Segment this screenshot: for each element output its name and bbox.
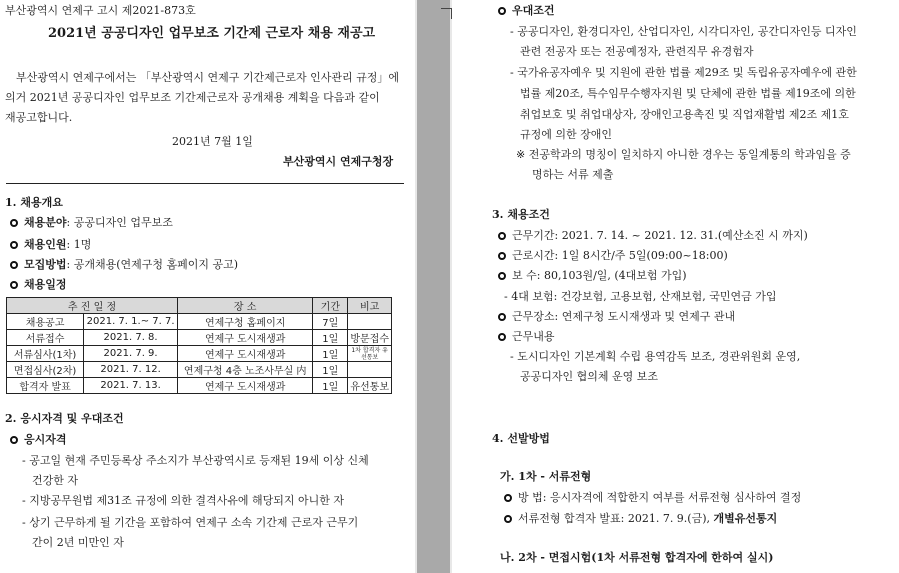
insurance: - 4대 보험: 건강보험, 고용보험, 산재보험, 국민연금 가입 <box>504 290 777 303</box>
preference-1b: 관련 전공자 또는 전공예정자, 관련직무 유경험자 <box>520 45 754 58</box>
intro-line-1: 부산광역시 연제구에서는 「부산광역시 연제구 기간제근로자 인사관리 규정」에 <box>16 71 400 84</box>
method-value: : 공개채용(연제구청 홈페이지 공고) <box>66 258 239 271</box>
corner-mark-icon <box>441 8 452 19</box>
preference-1a: - 공공디자인, 환경디자인, 산업디자인, 시각디자인, 공간디자인등 디자인 <box>510 25 857 38</box>
intro-line-2: 의거 2021년 공공디자인 업무보조 기간제근로자 공개채용 계획을 다음과 같이 <box>5 91 380 104</box>
subsection-na: 나. 2차 - 면접시험(1차 서류전형 합격자에 한하여 실시) <box>500 551 774 564</box>
work-hours: 근로시간: 1일 8시간/주 5일(09:00~18:00) <box>512 249 728 262</box>
field-value: : 공공디자인 업무보조 <box>66 216 173 229</box>
duty-1: - 도시디자인 기본계획 수립 용역감독 보조, 경관위원회 운영, <box>510 350 801 363</box>
cell-period: 1일 <box>313 346 348 362</box>
section-1-heading: 1. 채용개요 <box>5 196 63 209</box>
cell-stage: 채용공고 <box>7 314 84 330</box>
qualification-row <box>10 431 67 447</box>
ga-announce-row <box>504 510 777 526</box>
circle-bullet-icon <box>498 7 506 15</box>
ga-announce-bold: 개별유선통지 <box>713 512 778 525</box>
page-gutter <box>415 0 452 573</box>
qualification-2: - 지방공무원법 제31조 규정에 의한 결격사유에 해당되지 아니한 자 <box>22 494 344 507</box>
cell-note <box>348 314 392 330</box>
issuer: 부산광역시 연제구청장 <box>283 155 394 168</box>
circle-bullet-icon <box>10 261 18 269</box>
circle-bullet-icon <box>498 252 506 260</box>
page-edge-left <box>415 0 417 573</box>
duty-2: 공공디자인 협의체 운영 보조 <box>520 370 659 383</box>
cell-period: 1일 <box>313 330 348 346</box>
method-label: 모집방법 <box>24 258 67 271</box>
table-row <box>7 346 392 362</box>
duty-label: 근무내용 <box>512 330 555 343</box>
preference-2d: 규정에 의한 장애인 <box>520 128 613 141</box>
count-row <box>10 236 91 252</box>
circle-bullet-icon <box>498 272 506 280</box>
section-4-heading: 4. 선발방법 <box>492 432 550 445</box>
cell-place: 연제구 도시재생과 <box>178 346 313 362</box>
cell-note: 유선통보 <box>348 378 392 394</box>
cell-stage: 면접심사(2차) <box>7 362 84 378</box>
cell-period: 1일 <box>313 378 348 394</box>
preference-2b: 법률 제20조, 특수임무수행자지원 및 단체에 관한 법률 제19조에 의한 <box>520 87 856 100</box>
hours-row <box>498 247 728 263</box>
cell-note <box>348 362 392 378</box>
notice-date: 2021년 7월 1일 <box>172 135 253 148</box>
period-row <box>498 227 808 243</box>
table-row <box>7 330 392 346</box>
header-period: 기간 <box>313 298 348 314</box>
table-row <box>7 362 392 378</box>
cell-date: 2021. 7. 13. <box>84 378 178 394</box>
qualification-1b: 건강한 자 <box>32 474 79 487</box>
document-title: 2021년 공공디자인 업무보조 기간제 근로자 채용 재공고 <box>48 26 376 41</box>
ga-method: 방 법: 응시자격에 적합한지 여부를 서류전형 심사하여 결정 <box>518 491 802 504</box>
work-period: 근무기간: 2021. 7. 14. ~ 2021. 12. 31.(예산소진 시 까지) <box>512 229 808 242</box>
circle-bullet-icon <box>498 232 506 240</box>
qualification-3b: 간이 2년 미만인 자 <box>32 536 124 549</box>
circle-bullet-icon <box>10 281 18 289</box>
cell-date: 2021. 7. 8. <box>84 330 178 346</box>
table-row <box>7 378 392 394</box>
circle-bullet-icon <box>10 241 18 249</box>
section-3-heading: 3. 채용조건 <box>492 208 550 221</box>
subsection-ga: 가. 1차 - 서류전형 <box>500 470 592 483</box>
cell-place: 연제구청 홈페이지 <box>178 314 313 330</box>
table-row <box>7 314 392 330</box>
circle-bullet-icon <box>498 333 506 341</box>
header-place: 장 소 <box>178 298 313 314</box>
header-note: 비고 <box>348 298 392 314</box>
cell-place: 연제구 도시재생과 <box>178 378 313 394</box>
circle-bullet-icon <box>504 494 512 502</box>
cell-note: 1차 합격자 유선통보 <box>348 346 392 362</box>
cell-note: 방문접수 <box>348 330 392 346</box>
qualification-3a: - 상기 근무하게 될 기간을 포함하여 연제구 소속 기간제 근로자 근무기 <box>22 516 359 529</box>
cell-period: 1일 <box>313 362 348 378</box>
circle-bullet-icon <box>10 219 18 227</box>
cell-stage: 서류심사(1차) <box>7 346 84 362</box>
cell-period: 7일 <box>313 314 348 330</box>
duty-row <box>498 328 555 344</box>
circle-bullet-icon <box>498 313 506 321</box>
method-row <box>10 256 238 272</box>
pay: 보 수: 80,103원/일, (4대보험 가입) <box>512 269 687 282</box>
ga-announce: 서류전형 합격자 발표: 2021. 7. 9.(금), <box>518 512 714 525</box>
cell-stage: 합격자 발표 <box>7 378 84 394</box>
circle-bullet-icon <box>10 436 18 444</box>
pay-row <box>498 267 687 283</box>
place-row <box>498 308 735 324</box>
table-header-row <box>7 298 392 314</box>
cell-stage: 서류접수 <box>7 330 84 346</box>
cell-date: 2021. 7. 1.~ 7. 7. <box>84 314 178 330</box>
cell-place: 연제구 도시재생과 <box>178 330 313 346</box>
section-2-heading: 2. 응시자격 및 우대조건 <box>5 412 124 425</box>
schedule-row <box>10 276 67 292</box>
preference-2a: - 국가유공자예우 및 지원에 관한 법률 제29조 및 독립유공자예우에 관한 <box>510 66 857 79</box>
count-value: : 1명 <box>66 238 92 251</box>
work-place: 근무장소: 연제구청 도시재생과 및 연제구 관내 <box>512 310 736 323</box>
preference-label: 우대조건 <box>512 4 555 17</box>
preference-note-a: ※ 전공학과의 명칭이 일치하지 아니한 경우는 동일계통의 학과임을 증 <box>516 148 851 161</box>
intro-line-3: 재공고합니다. <box>5 111 73 124</box>
preference-2c: 취업보호 및 취업대상자, 장애인고용촉진 및 직업재활법 제2조 제1호 <box>520 108 849 121</box>
field-row <box>10 214 173 230</box>
ga-method-row <box>504 489 801 505</box>
cell-date: 2021. 7. 9. <box>84 346 178 362</box>
header-stage: 추 진 일 정 <box>7 298 178 314</box>
schedule-label: 채용일정 <box>24 278 67 291</box>
circle-bullet-icon <box>504 515 512 523</box>
qualification-1a: - 공고일 현재 주민등록상 주소지가 부산광역시로 등재된 19세 이상 신체 <box>22 454 369 467</box>
count-label: 채용인원 <box>24 238 67 251</box>
preference-row <box>498 2 555 18</box>
cell-date: 2021. 7. 12. <box>84 362 178 378</box>
divider <box>6 183 404 184</box>
right-page <box>452 0 899 573</box>
left-page <box>0 0 415 573</box>
preference-note-b: 명하는 서류 제출 <box>532 168 614 181</box>
field-label: 채용분야 <box>24 216 67 229</box>
notice-number: 부산광역시 연제구 고시 제2021-873호 <box>5 4 196 17</box>
schedule-table <box>6 297 392 394</box>
qualification-label: 응시자격 <box>24 433 67 446</box>
cell-place: 연제구청 4층 노조사무실 内 <box>178 362 313 378</box>
